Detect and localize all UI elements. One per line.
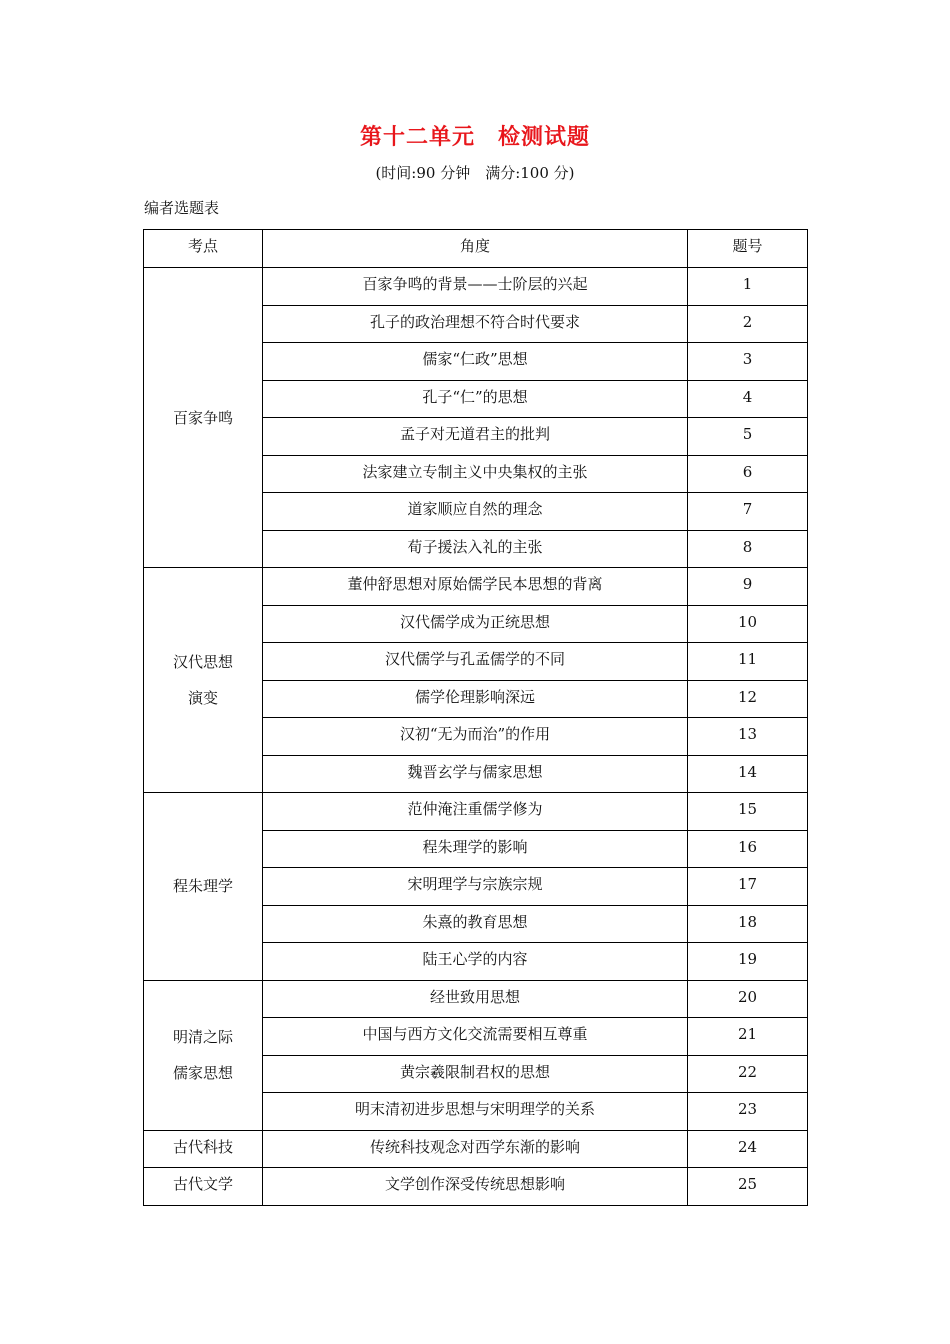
angle-cell: 宋明理学与宗族宗规 bbox=[263, 868, 688, 906]
question-number-cell: 21 bbox=[688, 1018, 808, 1056]
table-row bbox=[144, 568, 808, 606]
angle-cell: 魏晋玄学与儒家思想 bbox=[263, 755, 688, 793]
table-row bbox=[144, 793, 808, 831]
table-caption: 编者选题表 bbox=[144, 199, 220, 217]
angle-cell: 儒家“仁政”思想 bbox=[263, 343, 688, 381]
question-number-cell: 24 bbox=[688, 1130, 808, 1168]
exam-info: (时间:90 分钟 满分:100 分) bbox=[375, 164, 575, 182]
angle-cell: 汉代儒学与孔孟儒学的不同 bbox=[263, 643, 688, 681]
table-body bbox=[144, 268, 808, 1206]
question-number-cell: 5 bbox=[688, 418, 808, 456]
page-title: 第十二单元 检测试题 bbox=[359, 124, 590, 150]
topic-cell bbox=[144, 793, 263, 981]
angle-cell: 明末清初进步思想与宋明理学的关系 bbox=[263, 1093, 688, 1131]
topic-label: 程朱理学 bbox=[172, 877, 233, 896]
question-number-cell: 1 bbox=[688, 268, 808, 306]
angle-cell: 范仲淹注重儒学修为 bbox=[263, 793, 688, 831]
question-number-cell: 19 bbox=[688, 943, 808, 981]
question-number-cell: 2 bbox=[688, 305, 808, 343]
table-header-row bbox=[144, 230, 808, 268]
angle-cell: 董仲舒思想对原始儒学民本思想的背离 bbox=[263, 568, 688, 606]
question-number-cell: 20 bbox=[688, 980, 808, 1018]
question-number-cell: 25 bbox=[688, 1168, 808, 1206]
angle-cell: 孔子“仁”的思想 bbox=[263, 380, 688, 418]
topic-cell bbox=[144, 568, 263, 793]
angle-cell: 法家建立专制主义中央集权的主张 bbox=[263, 455, 688, 493]
header-topic: 考点 bbox=[144, 230, 263, 268]
question-number-cell: 17 bbox=[688, 868, 808, 906]
angle-cell: 百家争鸣的背景——士阶层的兴起 bbox=[263, 268, 688, 306]
question-number-cell: 22 bbox=[688, 1055, 808, 1093]
table-row bbox=[144, 1130, 808, 1168]
angle-cell: 荀子援法入礼的主张 bbox=[263, 530, 688, 568]
angle-cell: 黄宗羲限制君权的思想 bbox=[263, 1055, 688, 1093]
question-number-cell: 10 bbox=[688, 605, 808, 643]
question-number-cell: 14 bbox=[688, 755, 808, 793]
question-number-cell: 23 bbox=[688, 1093, 808, 1131]
topic-label: 古代科技 bbox=[172, 1137, 233, 1156]
angle-cell: 汉初“无为而治”的作用 bbox=[263, 718, 688, 756]
header-number: 题号 bbox=[688, 230, 808, 268]
topic-cell bbox=[144, 1168, 263, 1206]
question-number-cell: 4 bbox=[688, 380, 808, 418]
table-row bbox=[144, 980, 808, 1018]
topic-label: 汉代思想 bbox=[172, 653, 233, 671]
question-selection-table bbox=[143, 229, 808, 1206]
angle-cell: 孟子对无道君主的批判 bbox=[263, 418, 688, 456]
topic-label: 明清之际 bbox=[172, 1028, 233, 1046]
angle-cell: 中国与西方文化交流需要相互尊重 bbox=[263, 1018, 688, 1056]
table-row bbox=[144, 1168, 808, 1206]
angle-cell: 儒学伦理影响深远 bbox=[263, 680, 688, 718]
question-number-cell: 8 bbox=[688, 530, 808, 568]
angle-cell: 程朱理学的影响 bbox=[263, 830, 688, 868]
angle-cell: 孔子的政治理想不符合时代要求 bbox=[263, 305, 688, 343]
question-number-cell: 12 bbox=[688, 680, 808, 718]
topic-label: 百家争鸣 bbox=[172, 408, 233, 427]
topic-cell bbox=[144, 268, 263, 568]
question-number-cell: 9 bbox=[688, 568, 808, 606]
angle-cell: 汉代儒学成为正统思想 bbox=[263, 605, 688, 643]
topic-cell bbox=[144, 1130, 263, 1168]
table-row bbox=[144, 268, 808, 306]
angle-cell: 文学创作深受传统思想影响 bbox=[263, 1168, 688, 1206]
question-number-cell: 7 bbox=[688, 493, 808, 531]
angle-cell: 陆王心学的内容 bbox=[263, 943, 688, 981]
question-number-cell: 16 bbox=[688, 830, 808, 868]
question-number-cell: 3 bbox=[688, 343, 808, 381]
angle-cell: 经世致用思想 bbox=[263, 980, 688, 1018]
question-number-cell: 6 bbox=[688, 455, 808, 493]
question-number-cell: 13 bbox=[688, 718, 808, 756]
header-angle: 角度 bbox=[263, 230, 688, 268]
question-number-cell: 11 bbox=[688, 643, 808, 681]
question-number-cell: 18 bbox=[688, 905, 808, 943]
topic-label: 儒家思想 bbox=[172, 1064, 233, 1082]
topic-label: 演变 bbox=[187, 689, 218, 707]
angle-cell: 传统科技观念对西学东渐的影响 bbox=[263, 1130, 688, 1168]
topic-cell bbox=[144, 980, 263, 1130]
angle-cell: 朱熹的教育思想 bbox=[263, 905, 688, 943]
topic-label: 古代文学 bbox=[172, 1175, 233, 1193]
angle-cell: 道家顺应自然的理念 bbox=[263, 493, 688, 531]
question-number-cell: 15 bbox=[688, 793, 808, 831]
